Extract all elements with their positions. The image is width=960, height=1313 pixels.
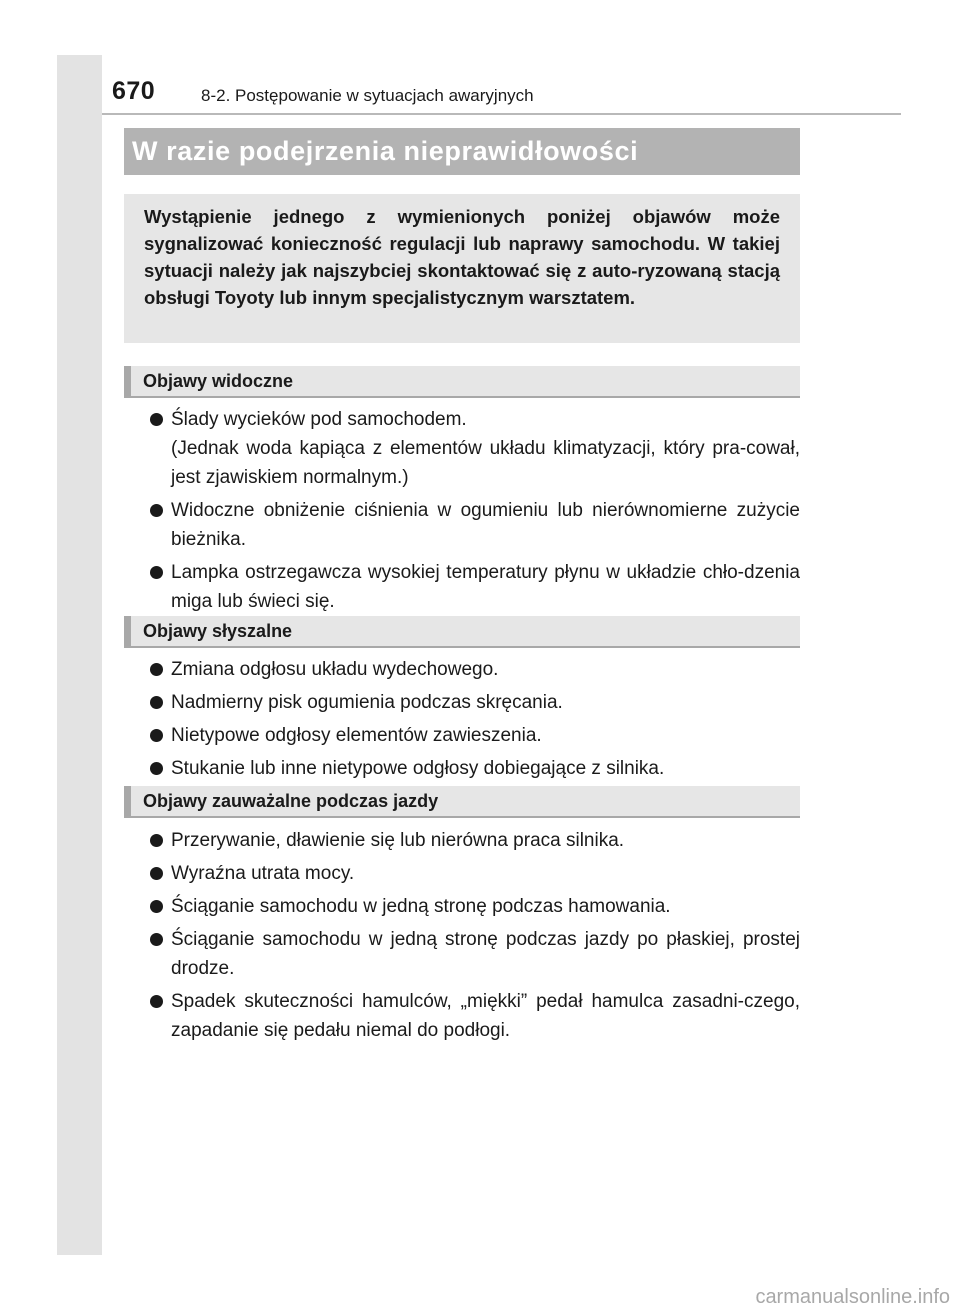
list-item [150,558,800,616]
list-item-text: Stukanie lub inne nietypowe odgłosy dobiegające z silnika. [171,758,665,779]
list-item-text: Ściąganie samochodu w jedną stronę podczas jazdy po płaskiej, prostej drodze. [171,929,800,979]
bullet-icon [150,933,163,946]
bullet-icon [150,663,163,676]
list-item [150,496,800,554]
bullet-icon [150,867,163,880]
bullet-icon [150,995,163,1008]
list-item-text: Zmiana odgłosu układu wydechowego. [171,659,499,680]
bullet-icon [150,566,163,579]
list-item [150,655,800,684]
list-item [150,987,800,1045]
list-audible-symptoms [150,655,800,787]
list-item-text: Ściąganie samochodu w jedną stronę podczas hamowania. [171,896,671,917]
section-title: 8-2. Postępowanie w sytuacjach awaryjnych [201,86,534,105]
list-item-note: (Jednak woda kapiąca z elementów układu klimatyzacji, który pra-cował, jest zjawiskiem normalnym.) [171,438,800,488]
list-item-text: Nietypowe odgłosy elementów zawieszenia. [171,725,542,746]
list-item-text: Ślady wycieków pod samochodem. [171,409,467,430]
list-item-text: Spadek skuteczności hamulców, „miękki” pedał hamulca zasadni-czego, zapadanie się pedału niemal do podłogi. [171,991,800,1041]
list-item [150,826,800,855]
page-number: 670 [112,77,156,105]
header-divider [102,113,901,115]
list-item-text: Wyraźna utrata mocy. [171,863,355,884]
bullet-icon [150,834,163,847]
intro-box [124,194,800,343]
list-item-text: Lampka ostrzegawcza wysokiej temperatury płynu w układzie chło-dzenia miga lub świeci się. [171,562,800,612]
list-driving-symptoms [150,826,800,1049]
watermark: carmanualsonline.info [755,1286,950,1308]
page-side-bar [57,55,102,1255]
bullet-icon [150,696,163,709]
list-item [150,688,800,717]
section-heading-driving: Objawy zauważalne podczas jazdy [124,786,800,818]
list-item [150,754,800,783]
bullet-icon [150,900,163,913]
bullet-icon [150,504,163,517]
list-item [150,405,800,492]
list-item [150,859,800,888]
list-item-text: Przerywanie, dławienie się lub nierówna praca silnika. [171,830,625,851]
bullet-icon [150,762,163,775]
list-item [150,892,800,921]
list-visible-symptoms [150,405,800,620]
intro-text: Wystąpienie jednego z wymienionych poniżej objawów może sygnalizować konieczność regulacji lub naprawy samochodu. W takiej sytuacji należy jak najszybciej skontaktować się z auto-ryzowaną stacją obsługi Toyoty lub innym specjalistycznym warsztatem. [144,206,780,308]
list-item [150,721,800,750]
section-heading-visible: Objawy widoczne [124,366,800,398]
list-item-text: Nadmierny pisk ogumienia podczas skręcania. [171,692,563,713]
list-item-text: Widoczne obniżenie ciśnienia w ogumieniu lub nierównomierne zużycie bieżnika. [171,500,800,550]
bullet-icon [150,729,163,742]
page-title: W razie podejrzenia nieprawidłowości [124,128,800,175]
section-heading-audible: Objawy słyszalne [124,616,800,648]
bullet-icon [150,413,163,426]
list-item [150,925,800,983]
